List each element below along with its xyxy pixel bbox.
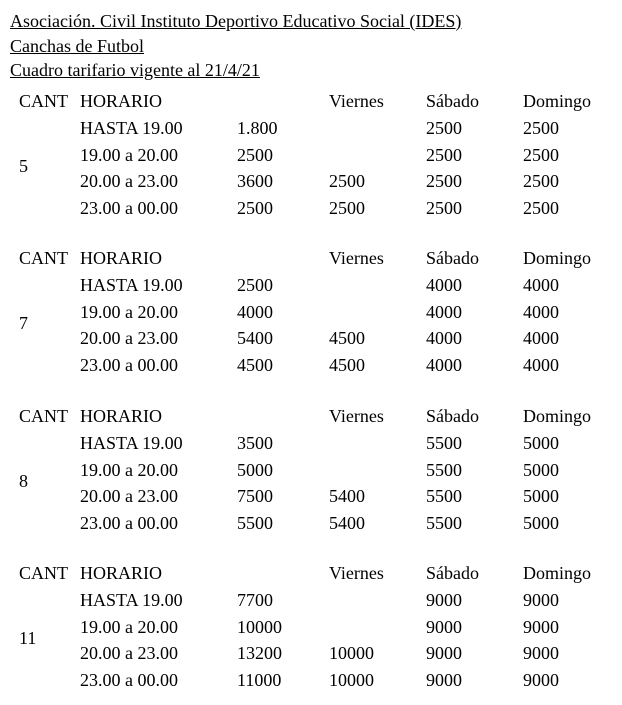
time-range: HASTA 19.00 — [80, 275, 183, 295]
saturday-price: 9000 — [426, 590, 462, 610]
time-range: 19.00 a 20.00 — [80, 145, 178, 165]
weekday-price: 5400 — [237, 328, 273, 348]
sunday-price: 2500 — [523, 171, 559, 191]
tariff-block — [0, 90, 622, 230]
weekday-price: 13200 — [237, 643, 282, 663]
column-header-domingo: Domingo — [523, 248, 592, 268]
column-header-domingo: Domingo — [523, 406, 592, 426]
saturday-price: 2500 — [426, 118, 462, 138]
court-size: 7 — [19, 313, 28, 333]
column-header-sabado: Sábado — [426, 563, 479, 583]
time-range: 20.00 a 23.00 — [80, 643, 178, 663]
column-header-viernes: Viernes — [329, 563, 384, 583]
time-range: HASTA 19.00 — [80, 118, 183, 138]
column-header-sabado: Sábado — [426, 406, 479, 426]
column-header-horario: HORARIO — [80, 406, 163, 426]
sunday-price: 5000 — [523, 460, 559, 480]
document-subtitle: Canchas de Futbol — [10, 36, 144, 56]
tariff-block — [0, 562, 622, 702]
court-size: 11 — [19, 628, 37, 648]
weekday-price: 2500 — [237, 145, 273, 165]
tariff-block — [0, 247, 622, 387]
weekday-price: 1.800 — [237, 118, 278, 138]
sunday-price: 2500 — [523, 198, 559, 218]
friday-price: 5400 — [329, 486, 365, 506]
column-header-viernes: Viernes — [329, 91, 384, 111]
sunday-price: 9000 — [523, 643, 559, 663]
weekday-price: 4000 — [237, 302, 273, 322]
column-header-horario: HORARIO — [80, 563, 163, 583]
weekday-price: 3500 — [237, 433, 273, 453]
weekday-price: 5000 — [237, 460, 273, 480]
time-range: 23.00 a 00.00 — [80, 670, 178, 690]
column-header-viernes: Viernes — [329, 248, 384, 268]
time-range: 20.00 a 23.00 — [80, 171, 178, 191]
friday-price: 2500 — [329, 198, 365, 218]
sunday-price: 4000 — [523, 328, 559, 348]
time-range: 23.00 a 00.00 — [80, 355, 178, 375]
time-range: 23.00 a 00.00 — [80, 513, 178, 533]
friday-price: 10000 — [329, 643, 374, 663]
saturday-price: 4000 — [426, 275, 462, 295]
sunday-price: 9000 — [523, 590, 559, 610]
saturday-price: 2500 — [426, 145, 462, 165]
sunday-price: 5000 — [523, 486, 559, 506]
tariff-block — [0, 405, 622, 545]
sunday-price: 4000 — [523, 302, 559, 322]
weekday-price: 4500 — [237, 355, 273, 375]
saturday-price: 4000 — [426, 328, 462, 348]
weekday-price: 3600 — [237, 171, 273, 191]
column-header-cant: CANT — [19, 406, 68, 426]
saturday-price: 5500 — [426, 433, 462, 453]
column-header-horario: HORARIO — [80, 91, 163, 111]
friday-price: 4500 — [329, 328, 365, 348]
saturday-price: 2500 — [426, 198, 462, 218]
sunday-price: 2500 — [523, 118, 559, 138]
court-size: 8 — [19, 471, 28, 491]
sunday-price: 9000 — [523, 670, 559, 690]
weekday-price: 2500 — [237, 275, 273, 295]
sunday-price: 5000 — [523, 513, 559, 533]
column-header-cant: CANT — [19, 91, 68, 111]
saturday-price: 9000 — [426, 643, 462, 663]
document-title: Asociación. Civil Instituto Deportivo Educativo Social (IDES) — [10, 11, 462, 31]
weekday-price: 2500 — [237, 198, 273, 218]
column-header-sabado: Sábado — [426, 91, 479, 111]
time-range: 19.00 a 20.00 — [80, 302, 178, 322]
time-range: 20.00 a 23.00 — [80, 328, 178, 348]
sunday-price: 5000 — [523, 433, 559, 453]
weekday-price: 10000 — [237, 617, 282, 637]
saturday-price: 4000 — [426, 355, 462, 375]
sunday-price: 4000 — [523, 275, 559, 295]
column-header-viernes: Viernes — [329, 406, 384, 426]
column-header-domingo: Domingo — [523, 563, 592, 583]
friday-price: 2500 — [329, 171, 365, 191]
weekday-price: 5500 — [237, 513, 273, 533]
saturday-price: 9000 — [426, 617, 462, 637]
time-range: 19.00 a 20.00 — [80, 460, 178, 480]
column-header-sabado: Sábado — [426, 248, 479, 268]
court-size: 5 — [19, 156, 28, 176]
weekday-price: 7700 — [237, 590, 273, 610]
time-range: 23.00 a 00.00 — [80, 198, 178, 218]
tariff-validity: Cuadro tarifario vigente al 21/4/21 — [10, 60, 260, 80]
friday-price: 5400 — [329, 513, 365, 533]
saturday-price: 2500 — [426, 171, 462, 191]
time-range: HASTA 19.00 — [80, 433, 183, 453]
saturday-price: 5500 — [426, 486, 462, 506]
sunday-price: 9000 — [523, 617, 559, 637]
friday-price: 10000 — [329, 670, 374, 690]
sunday-price: 4000 — [523, 355, 559, 375]
saturday-price: 5500 — [426, 513, 462, 533]
friday-price: 4500 — [329, 355, 365, 375]
weekday-price: 11000 — [237, 670, 282, 690]
sunday-price: 2500 — [523, 145, 559, 165]
saturday-price: 5500 — [426, 460, 462, 480]
weekday-price: 7500 — [237, 486, 273, 506]
column-header-cant: CANT — [19, 248, 68, 268]
time-range: 19.00 a 20.00 — [80, 617, 178, 637]
saturday-price: 9000 — [426, 670, 462, 690]
time-range: HASTA 19.00 — [80, 590, 183, 610]
column-header-horario: HORARIO — [80, 248, 163, 268]
column-header-domingo: Domingo — [523, 91, 592, 111]
column-header-cant: CANT — [19, 563, 68, 583]
saturday-price: 4000 — [426, 302, 462, 322]
time-range: 20.00 a 23.00 — [80, 486, 178, 506]
